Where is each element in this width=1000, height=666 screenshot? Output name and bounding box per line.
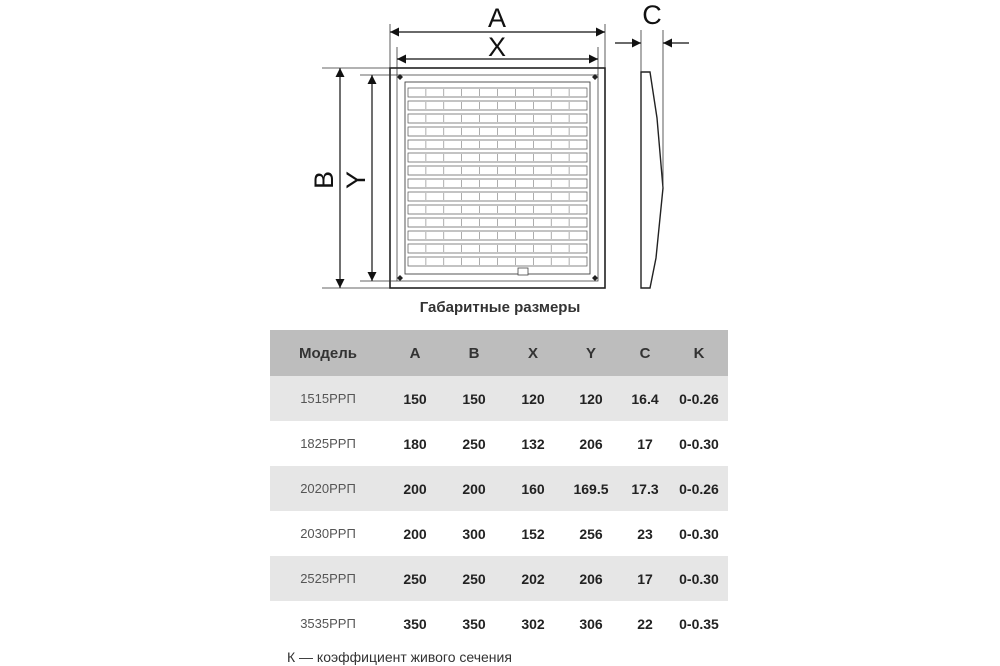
label-b: B (309, 170, 339, 190)
cell-x: 302 (521, 615, 545, 632)
cell-model: 2030РРП (300, 526, 356, 541)
cell-x: 160 (504, 466, 562, 511)
cell-k: 0-0.30 (679, 525, 719, 542)
header-y: Y (562, 330, 620, 376)
table-row (270, 376, 728, 421)
cell-y: 256 (579, 525, 603, 542)
cell-c: 17.3 (620, 466, 670, 511)
label-a: A (487, 3, 507, 33)
label-c: C (642, 0, 662, 30)
table-row (270, 556, 728, 601)
cell-y: 206 (579, 435, 603, 452)
cell-k: 0-0.35 (679, 615, 719, 632)
table-row (270, 466, 728, 511)
grille-side-view (641, 72, 663, 288)
table-header-row (270, 330, 728, 376)
extension-lines (322, 24, 663, 288)
dimensions-table (270, 330, 728, 646)
cell-x: 202 (504, 556, 562, 601)
cell-a: 350 (403, 615, 427, 632)
table-row (270, 421, 728, 466)
cell-b: 250 (444, 556, 504, 601)
cell-x: 132 (521, 435, 545, 452)
grille-dimension-drawing (0, 0, 1000, 300)
cell-b: 250 (462, 435, 486, 452)
drawing-caption: Габаритные размеры (419, 299, 581, 316)
cell-model: 2525РРП (270, 556, 386, 601)
header-x: X (504, 330, 562, 376)
label-x: X (487, 32, 507, 62)
cell-model: 2020РРП (270, 466, 386, 511)
label-y: Y (341, 170, 371, 190)
header-b: B (444, 330, 504, 376)
louver-slats (408, 88, 587, 266)
cell-c: 16.4 (620, 376, 670, 421)
cell-model: 3535РРП (300, 616, 356, 631)
cell-y: 120 (562, 376, 620, 421)
cell-a: 200 (386, 466, 444, 511)
cell-c: 17 (620, 556, 670, 601)
cell-a: 150 (386, 376, 444, 421)
cell-x: 152 (521, 525, 545, 542)
cell-a: 250 (386, 556, 444, 601)
grille-front-view (390, 68, 605, 288)
cell-b: 200 (444, 466, 504, 511)
table-row (270, 601, 728, 646)
cell-y: 169.5 (562, 466, 620, 511)
cell-y: 206 (562, 556, 620, 601)
cell-x: 120 (504, 376, 562, 421)
cell-c: 23 (637, 525, 653, 542)
cell-b: 150 (444, 376, 504, 421)
cell-model: 1515РРП (270, 376, 386, 421)
cell-c: 22 (637, 615, 653, 632)
cell-b: 350 (462, 615, 486, 632)
cell-a: 180 (403, 435, 427, 452)
cell-a: 200 (403, 525, 427, 542)
cell-c: 17 (637, 435, 653, 452)
header-c: C (620, 330, 670, 376)
header-model: Модель (270, 330, 386, 376)
header-k: K (670, 330, 728, 376)
dimension-lines (340, 32, 689, 288)
cell-k: 0-0.26 (670, 376, 728, 421)
cell-y: 306 (579, 615, 603, 632)
cell-k: 0-0.30 (670, 556, 728, 601)
cell-model: 1825РРП (300, 436, 356, 451)
table-row (270, 511, 728, 556)
footnote: К — коэффициент живого сечения (287, 649, 512, 665)
header-a: A (386, 330, 444, 376)
cell-k: 0-0.30 (679, 435, 719, 452)
cell-b: 300 (462, 525, 486, 542)
cell-k: 0-0.26 (670, 466, 728, 511)
